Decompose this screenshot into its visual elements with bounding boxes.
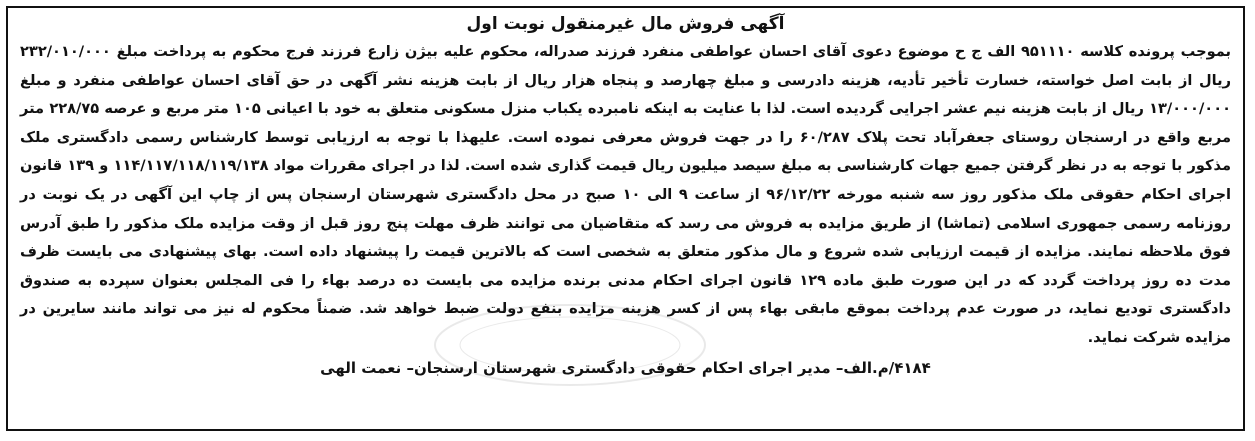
notice-footer: ۴۱۸۴/م.الف– مدیر اجرای احکام حقوقی دادگستری شهرستان ارسنجان– نعمت الهی: [320, 358, 931, 377]
notice-body: بموجب پرونده کلاسه ۹۵۱۱۱۰ الف ج ح موضوع دعوی آقای احسان عواطفی منفرد فرزند صدراله، محکوم علیه بیژن زارع فرزند فرج محکوم به پرداخت مبلغ ۲۳۲/۰۱۰/۰۰۰ ریال از بابت اصل خواسته، خسارت تأخیر تأدیه، هزینه دادرسی و مبلغ چهارصد و پنجاه هزار ریال از بابت هزینه نشر آگهی در حق آقای احسان عواطفی منفرد و مبلغ ۱۳/۰۰۰/۰۰۰ ریال از بابت هزینه نیم عشر اجرایی گردیده است. لذا با عنایت به اینکه نامبرده یکباب منزل مسکونی متعلق به خود با اعیانی ۱۰۵ متر مربع و عرصه ۲۲۸/۷۵ متر مربع واقع در ارسنجان روستای جعفرآباد تحت پلاک ۶۰/۲۸۷ را در جهت فروش معرفی نموده است. علیهذا با توجه به ارزیابی توسط کارشناس رسمی دادگستری ملک مذکور با توجه به در نظر گرفتن جمیع جهات کارشناسی به مبلغ سیصد میلیون ریال قیمت گذاری شده است. لذا در اجرای مقررات مواد ۱۱۴/۱۱۷/۱۱۸/۱۱۹/۱۳۸ و ۱۳۹ قانون اجرای احکام حقوقی ملک مذکور روز سه شنبه مورخه ۹۶/۱۲/۲۲ از ساعت ۹ الی ۱۰ صبح در محل دادگستری شهرستان ارسنجان پس از چاپ این آگهی در یک نوبت در روزنامه رسمی جمهوری اسلامی (تماشا) از طریق مزایده به فروش می رسد که متقاضیان می توانند ظرف مهلت پنج روز قبل از وقت مزایده ملک مذکور را طبق آدرس فوق ملاحظه نمایند. مزایده از قیمت ارزیابی شده شروع و مال مذکور متعلق به شخصی است که بالاترین قیمت را پیشنهاد داده است. بهای پیشنهادی می بایست ظرف مدت ده روز پرداخت گردد که در این صورت طبق ماده ۱۲۹ قانون اجرای احکام مدنی برنده مزایده می بایست ده درصد بهاء را فی المجلس بعنوان سپرده به صندوق دادگستری تودیع نماید، در صورت عدم پرداخت بموقع مابقی بهاء پس از کسر هزینه مزایده بنفع دولت ضبط خواهد شد. ضمناً محکوم له نیز می تواند مانند سایرین در مزایده شرکت نماید.: [20, 43, 1232, 346]
notice-title: آگهی فروش مال غیرمنقول نوبت اول: [466, 14, 785, 34]
notice-frame: [6, 6, 1245, 431]
